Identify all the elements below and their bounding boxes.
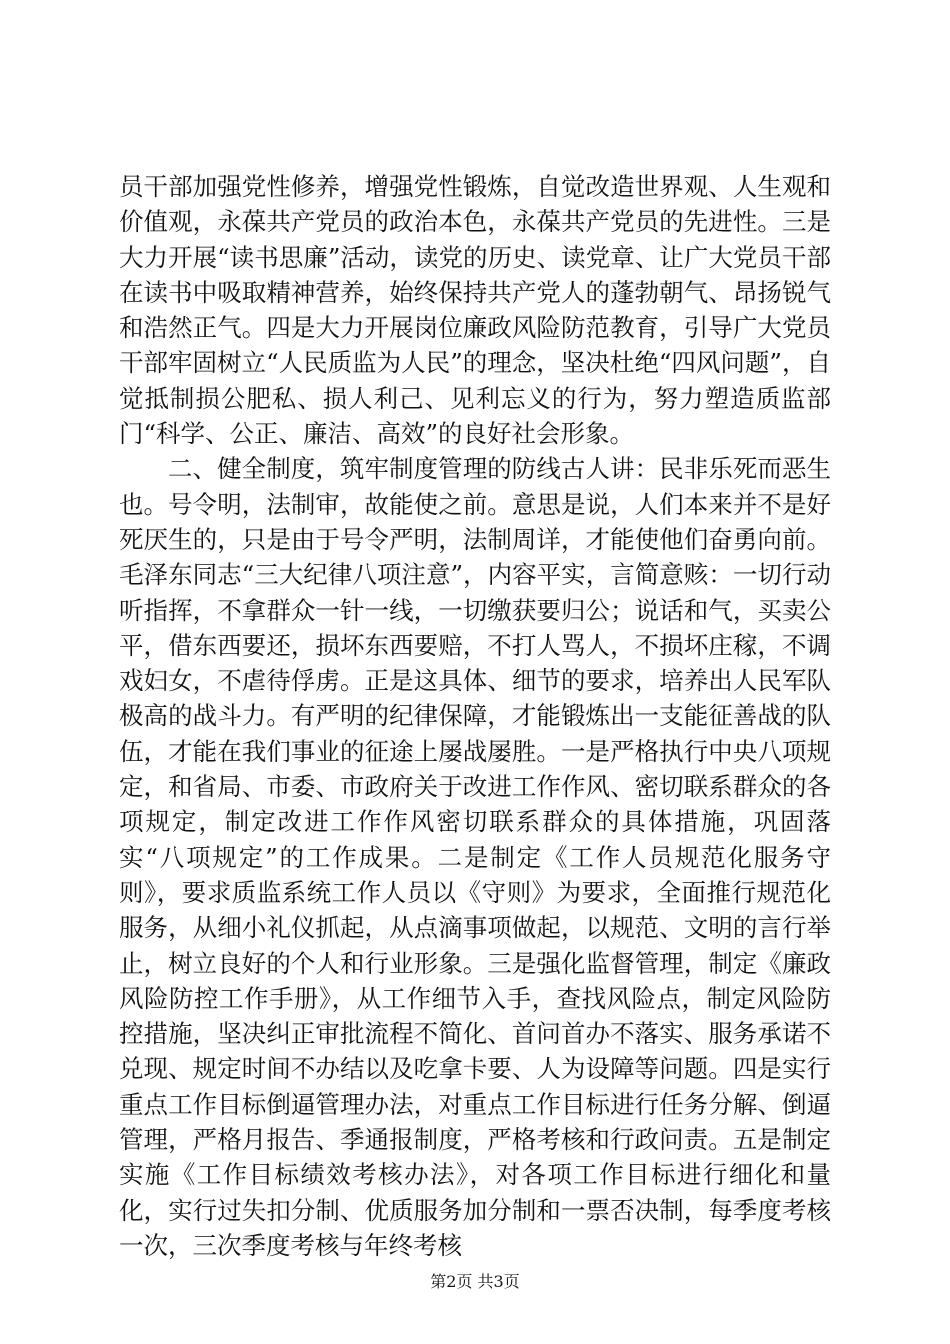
body-text <box>119 169 831 1263</box>
paragraph-continuation: 员干部加强党性修养，增强党性锻炼，自觉改造世界观、人生观和价值观，永葆共产党员的政治本色，永葆共产党员的先进性。三是大力开展“读书思廉”活动，读党的历史、读党章、让广大党员干部在读书中吸取精神营养，始终保持共产党人的蓬勃朝气、昂扬锐气和浩然正气。四是大力开展岗位廉政风险防范教育，引导广大党员干部牢固树立“人民质监为人民”的理念，坚决杜绝“四风问题”，自觉抵制损公肥私、损人利己、见利忘义的行为，努力塑造质监部门“科学、公正、廉洁、高效”的良好社会形象。 <box>119 172 831 449</box>
page-number-footer: 第2页 共3页 <box>430 1272 520 1291</box>
paragraph-section-two: 二、健全制度，筑牢制度管理的防线古人讲：民非乐死而恶生也。号令明，法制审，故能使之前。意思是说，人们本来并不是好死厌生的，只是由于号令严明，法制周详，才能使他们奋勇向前。毛泽东同志“三大纪律八项注意”，内容平实，言简意赅：一切行动听指挥，不拿群众一针一线，一切缴获要归公；说话和气，买卖公平，借东西要还，损坏东西要赔，不打人骂人，不损坏庄稼，不调戏妇女，不虐待俘虏。正是这具体、细节的要求，培养出人民军队极高的战斗力。有严明的纪律保障，才能锻炼出一支能征善战的队伍，才能在我们事业的征途上屡战屡胜。一是严格执行中央八项规定，和省局、市委、市政府关于改进工作作风、密切联系群众的各项规定，制定改进工作作风密切联系群众的具体措施，巩固落实“八项规定”的工作成果。二是制定《工作人员规范化服务守则》，要求质监系统工作人员以《守则》为要求，全面推行规范化服务，从细小礼仪抓起，从点滴事项做起，以规范、文明的言行举止，树立良好的个人和行业形象。三是强化监督管理，制定《廉政风险防控工作手册》，从工作细节入手，查找风险点，制定风险防控措施，坚决纠正审批流程不简化、首问首办不落实、服务承诺不兑现、规定时间不办结以及吃拿卡要、人为设障等问题。四是实行重点工作目标倒逼管理办法，对重点工作目标进行任务分解、倒逼管理，严格月报告、季通报制度，严格考核和行政问责。五是制定实施《工作目标绩效考核办法》，对各项工作目标进行细化和量化，实行过失扣分制、优质服务加分制和一票否决制，每季度考核一次，三次季度考核与年终考核 <box>119 454 831 1260</box>
